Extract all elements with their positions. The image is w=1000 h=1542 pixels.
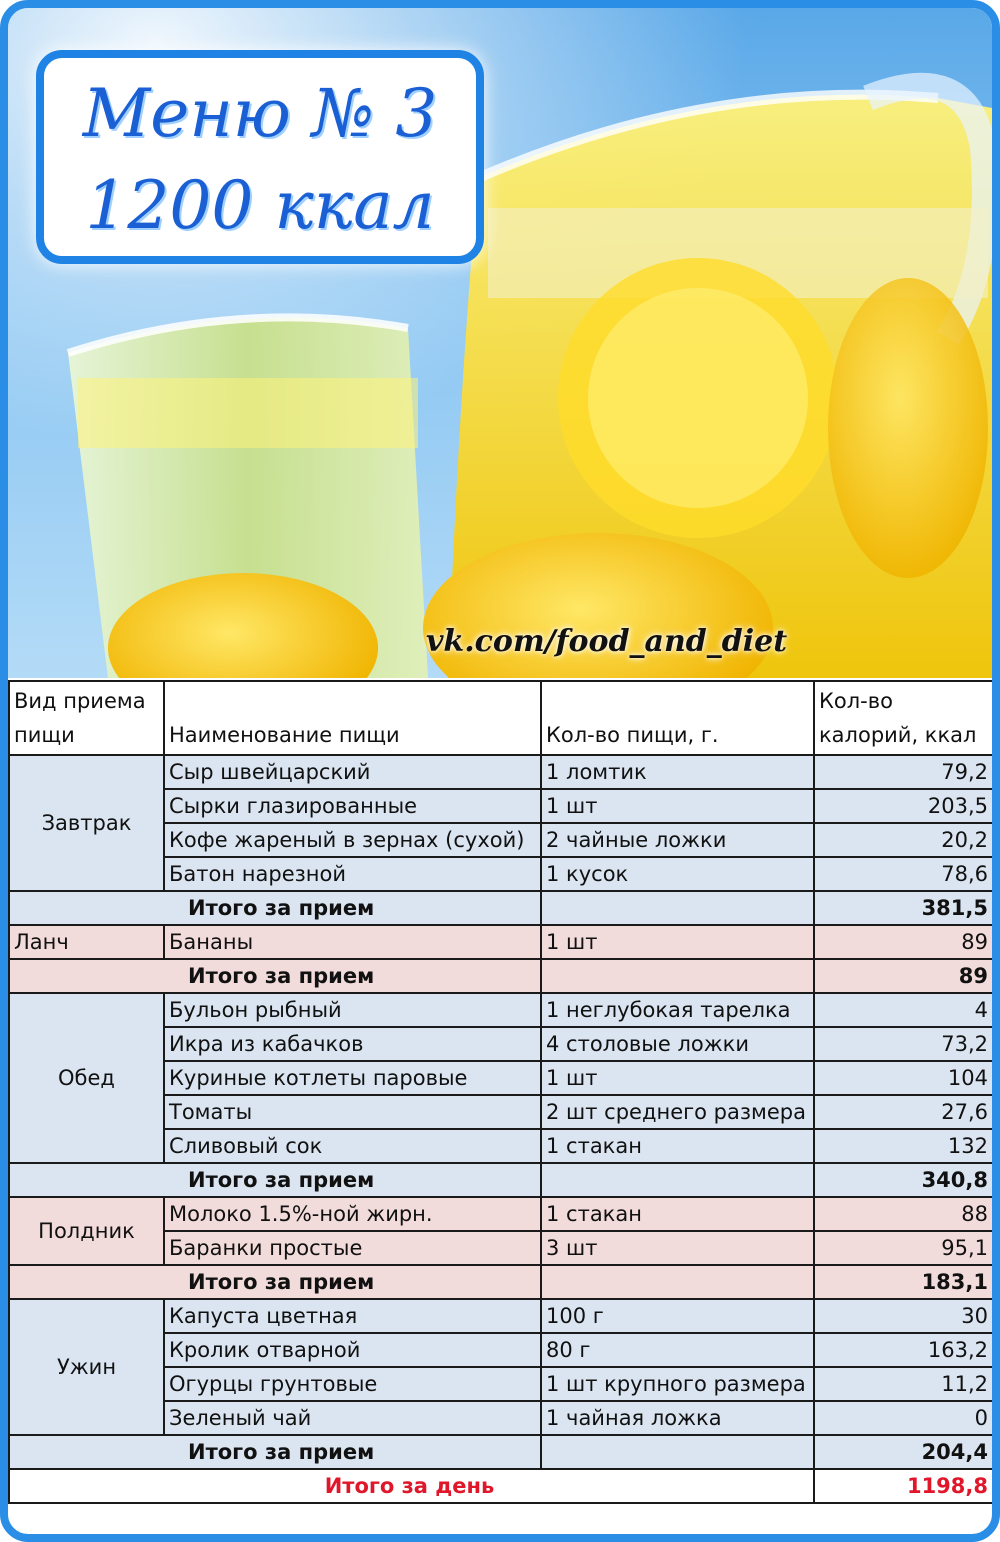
food-quantity: 1 неглубокая тарелка <box>541 993 814 1027</box>
lemonade-illustration <box>8 8 992 678</box>
food-quantity: 4 столовые ложки <box>541 1027 814 1061</box>
food-quantity: 1 шт <box>541 789 814 823</box>
food-calories: 95,1 <box>814 1231 993 1265</box>
food-quantity: 1 чайная ложка <box>541 1401 814 1435</box>
meal-total-row <box>9 959 993 993</box>
day-total-label: Итого за день <box>9 1469 814 1503</box>
food-calories: 104 <box>814 1061 993 1095</box>
meal-total-empty <box>541 1265 814 1299</box>
food-name: Икра из кабачков <box>164 1027 541 1061</box>
food-quantity: 3 шт <box>541 1231 814 1265</box>
meal-total-empty <box>541 1435 814 1469</box>
meal-total-value: 89 <box>814 959 993 993</box>
food-quantity: 1 стакан <box>541 1197 814 1231</box>
title-box <box>36 50 484 264</box>
meal-total-empty <box>541 959 814 993</box>
food-quantity: 1 шт <box>541 1061 814 1095</box>
meal-total-value: 204,4 <box>814 1435 993 1469</box>
food-name: Капуста цветная <box>164 1299 541 1333</box>
food-calories: 4 <box>814 993 993 1027</box>
food-calories: 27,6 <box>814 1095 993 1129</box>
food-calories: 20,2 <box>814 823 993 857</box>
food-name: Зеленый чай <box>164 1401 541 1435</box>
food-quantity: 1 стакан <box>541 1129 814 1163</box>
meal-total-row <box>9 1435 993 1469</box>
meal-total-label: Итого за прием <box>9 891 541 925</box>
food-calories: 0 <box>814 1401 993 1435</box>
food-name: Бульон рыбный <box>164 993 541 1027</box>
food-calories: 163,2 <box>814 1333 993 1367</box>
meal-total-value: 381,5 <box>814 891 993 925</box>
calorie-title: 1200 ккал <box>85 167 435 244</box>
meal-total-label: Итого за прием <box>9 1265 541 1299</box>
food-name: Баранки простые <box>164 1231 541 1265</box>
food-quantity: 1 шт крупного размера <box>541 1367 814 1401</box>
meal-name: Ланч <box>9 925 164 959</box>
table-row <box>9 1299 993 1333</box>
food-name: Сырки глазированные <box>164 789 541 823</box>
table-row <box>9 1197 993 1231</box>
day-total-value: 1198,8 <box>814 1469 993 1503</box>
header-qty: Кол-во пищи, г. <box>541 681 814 755</box>
food-quantity: 100 г <box>541 1299 814 1333</box>
table-header <box>9 681 993 755</box>
menu-title: Меню № 3 <box>82 75 438 152</box>
meal-total-label: Итого за прием <box>9 959 541 993</box>
food-quantity: 1 ломтик <box>541 755 814 789</box>
meal-name: Полдник <box>9 1197 164 1265</box>
meal-total-row <box>9 1163 993 1197</box>
meal-name: Ужин <box>9 1299 164 1435</box>
day-total-row <box>9 1469 993 1503</box>
meal-total-value: 183,1 <box>814 1265 993 1299</box>
food-name: Сыр швейцарский <box>164 755 541 789</box>
food-quantity: 2 чайные ложки <box>541 823 814 857</box>
meal-total-empty <box>541 891 814 925</box>
food-calories: 79,2 <box>814 755 993 789</box>
meal-total-value: 340,8 <box>814 1163 993 1197</box>
food-name: Батон нарезной <box>164 857 541 891</box>
food-calories: 89 <box>814 925 993 959</box>
header-food: Наименование пищи <box>164 681 541 755</box>
header-kcal: Кол-во калорий, ккал <box>814 681 993 755</box>
meal-total-row <box>9 1265 993 1299</box>
food-calories: 73,2 <box>814 1027 993 1061</box>
food-name: Куриные котлеты паровые <box>164 1061 541 1095</box>
meal-name: Завтрак <box>9 755 164 891</box>
food-name: Огурцы грунтовые <box>164 1367 541 1401</box>
menu-table <box>8 680 994 1504</box>
table-row <box>9 755 993 789</box>
meal-total-label: Итого за прием <box>9 1435 541 1469</box>
food-name: Кофе жареный в зернах (сухой) <box>164 823 541 857</box>
food-name: Молоко 1.5%-ной жирн. <box>164 1197 541 1231</box>
food-calories: 11,2 <box>814 1367 993 1401</box>
table-row <box>9 925 993 959</box>
food-name: Кролик отварной <box>164 1333 541 1367</box>
food-name: Томаты <box>164 1095 541 1129</box>
food-quantity: 1 шт <box>541 925 814 959</box>
food-calories: 88 <box>814 1197 993 1231</box>
food-calories: 30 <box>814 1299 993 1333</box>
food-quantity: 2 шт среднего размера <box>541 1095 814 1129</box>
food-calories: 78,6 <box>814 857 993 891</box>
header-meal: Вид приема пищи <box>9 681 164 755</box>
food-name: Сливовый сок <box>164 1129 541 1163</box>
meal-total-label: Итого за прием <box>9 1163 541 1197</box>
watermark: vk.com/food_and_diet <box>426 624 788 659</box>
meal-total-empty <box>541 1163 814 1197</box>
table-row <box>9 993 993 1027</box>
food-quantity: 1 кусок <box>541 857 814 891</box>
food-name: Бананы <box>164 925 541 959</box>
food-quantity: 80 г <box>541 1333 814 1367</box>
food-calories: 132 <box>814 1129 993 1163</box>
meal-total-row <box>9 891 993 925</box>
food-calories: 203,5 <box>814 789 993 823</box>
meal-name: Обед <box>9 993 164 1163</box>
